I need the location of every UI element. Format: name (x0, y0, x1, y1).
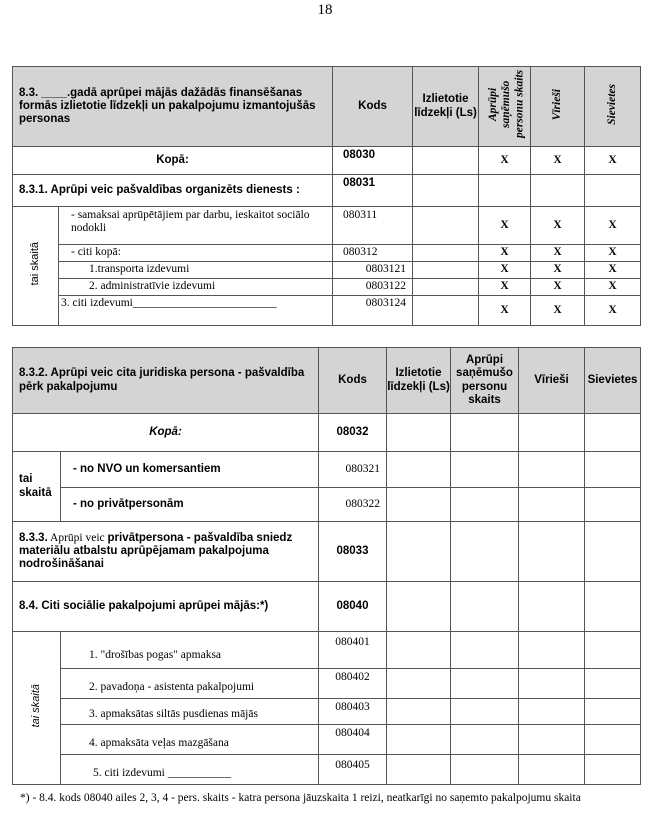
row-label: - no privātpersonām (61, 488, 319, 522)
col-kods-header: Kods (319, 348, 387, 414)
cell-input[interactable] (585, 414, 641, 452)
x-mark: X (531, 245, 585, 262)
row-label: 2. administratīvie izdevumi (59, 279, 333, 296)
row-label: - samaksai aprūpētājiem par darbu, ieskaitot sociālo nodokli (59, 207, 333, 245)
row-code: 080404 (319, 725, 387, 755)
cell-input[interactable] (387, 582, 451, 632)
cell-input[interactable] (585, 699, 641, 725)
cell-input[interactable] (585, 582, 641, 632)
row-label: - no NVO un komersantiem (61, 452, 319, 488)
section-8-3-1-code: 08031 (333, 175, 413, 207)
cell-input[interactable] (585, 522, 641, 582)
group-label: tai skaitā (30, 684, 43, 728)
x-mark: X (531, 296, 585, 326)
cell-input[interactable] (387, 522, 451, 582)
cell-input[interactable] (413, 175, 479, 207)
row-code: 080321 (319, 452, 387, 488)
x-mark: X (585, 262, 641, 279)
cell-input[interactable] (387, 669, 451, 699)
cell-input[interactable] (451, 699, 519, 725)
cell-input[interactable] (451, 414, 519, 452)
cell-input[interactable] (451, 725, 519, 755)
cell-input[interactable] (519, 699, 585, 725)
cell-input[interactable] (531, 175, 585, 207)
row-label: 1. "drošības pogas" apmaksa (61, 632, 319, 669)
x-mark: X (585, 245, 641, 262)
row-code: 080312 (333, 245, 413, 262)
cell-input[interactable] (585, 488, 641, 522)
row-code: 0803121 (333, 262, 413, 279)
cell-input[interactable] (451, 452, 519, 488)
footnote: *) - 8.4. kods 08040 ailes 2, 3, 4 - pers. skaits - katra persona jāuzskaita 1 reizi, neatkarīgi no saņemto pakalpojumu skaita (20, 792, 581, 804)
s833-code: 08033 (319, 522, 387, 582)
col-apr-header: Aprūpi saņēmušo personu skaits (451, 348, 519, 414)
cell-input[interactable] (585, 175, 641, 207)
section-8-4-code: 08040 (319, 582, 387, 632)
x-mark: X (479, 147, 531, 175)
table-8-3-2 (12, 347, 641, 785)
col-sievietes-header: Sievietes (605, 83, 618, 125)
x-mark: X (479, 296, 531, 326)
row-code: 080322 (319, 488, 387, 522)
cell-input[interactable] (387, 632, 451, 669)
row-code: 080402 (319, 669, 387, 699)
row-code: 080401 (319, 632, 387, 669)
kopa-code: 08032 (319, 414, 387, 452)
cell-input[interactable] (387, 452, 451, 488)
table-8-3 (12, 66, 641, 326)
row-label: 5. citi izdevumi ___________ (61, 755, 319, 785)
x-mark: X (585, 279, 641, 296)
col-izlietotie-header: Izlietotie līdzekļi (Ls) (413, 67, 479, 147)
x-mark: X (585, 207, 641, 245)
s833-rest: privātpersona - pašvaldība sniedz materiālu atbalstu aprūpējamam pakalpojuma nodrošināšanai (19, 531, 293, 571)
cell-input[interactable] (413, 245, 479, 262)
x-mark: X (531, 279, 585, 296)
cell-input[interactable] (413, 147, 479, 175)
cell-input[interactable] (585, 755, 641, 785)
cell-input[interactable] (413, 207, 479, 245)
cell-input[interactable] (585, 669, 641, 699)
x-mark: X (531, 207, 585, 245)
cell-input[interactable] (451, 522, 519, 582)
row-label: 2. pavadoņa - asistenta pakalpojumi (61, 669, 319, 699)
cell-input[interactable] (519, 582, 585, 632)
x-mark: X (531, 147, 585, 175)
col-apr-header: Aprūpi saņēmušo personu skaits (486, 70, 525, 139)
cell-input[interactable] (585, 632, 641, 669)
cell-input[interactable] (387, 755, 451, 785)
x-mark: X (585, 147, 641, 175)
cell-input[interactable] (387, 414, 451, 452)
cell-input[interactable] (519, 522, 585, 582)
table1-title: 8.3. ____.gadā aprūpei mājās dažādās finansēšanas formās izlietotie līdzekļi un pakalpojumu izmantojušās personas (13, 67, 333, 147)
x-mark: X (479, 279, 531, 296)
section-8-3-1-label: 8.3.1. Aprūpi veic pašvaldības organizēts dienests : (13, 175, 333, 207)
s833-prefix: 8.3.3. (19, 531, 48, 544)
x-mark: X (585, 296, 641, 326)
kopa-label: Kopā: (13, 147, 333, 175)
row-label: 3. citi izdevumi_________________________ (59, 296, 333, 326)
cell-input[interactable] (451, 755, 519, 785)
row-code: 080403 (319, 699, 387, 725)
row-code: 080405 (319, 755, 387, 785)
row-code: 080311 (333, 207, 413, 245)
cell-input[interactable] (387, 488, 451, 522)
cell-input[interactable] (387, 725, 451, 755)
cell-input[interactable] (413, 262, 479, 279)
row-label: 3. apmaksātas siltās pusdienas mājās (61, 699, 319, 725)
row-code: 0803122 (333, 279, 413, 296)
x-mark: X (531, 262, 585, 279)
cell-input[interactable] (519, 725, 585, 755)
cell-input[interactable] (519, 452, 585, 488)
s833-plain: Aprūpi veic (50, 531, 105, 544)
cell-input[interactable] (585, 452, 641, 488)
cell-input[interactable] (451, 669, 519, 699)
cell-input[interactable] (479, 175, 531, 207)
row-label: 4. apmaksāta veļas mazgāšana (61, 725, 319, 755)
cell-input[interactable] (413, 279, 479, 296)
page-number: 18 (317, 2, 333, 18)
cell-input[interactable] (387, 699, 451, 725)
row-code: 0803124 (333, 296, 413, 326)
col-sievietes-header: Sievietes (585, 348, 641, 414)
cell-input[interactable] (451, 582, 519, 632)
row-label: - citi kopā: (59, 245, 333, 262)
col-viriesi-header: Vīrieši (519, 348, 585, 414)
x-mark: X (479, 245, 531, 262)
cell-input[interactable] (519, 669, 585, 699)
cell-input[interactable] (451, 632, 519, 669)
group-label: tai skaitā (29, 242, 42, 286)
kopa-label: Kopā: (13, 414, 319, 452)
row-label: 1.transporta izdevumi (59, 262, 333, 279)
cell-input[interactable] (519, 755, 585, 785)
cell-input[interactable] (519, 488, 585, 522)
x-mark: X (479, 262, 531, 279)
col-izlietotie-header: Izlietotie līdzekļi (Ls) (387, 348, 451, 414)
cell-input[interactable] (451, 488, 519, 522)
cell-input[interactable] (519, 632, 585, 669)
table2-title: 8.3.2. Aprūpi veic cita juridiska persona - pašvaldība pērk pakalpojumu (13, 348, 319, 414)
group-label: tai skaitā (13, 452, 61, 522)
col-viriesi-header: Vīrieši (550, 88, 563, 121)
x-mark: X (479, 207, 531, 245)
cell-input[interactable] (585, 725, 641, 755)
cell-input[interactable] (413, 296, 479, 326)
kopa-code: 08030 (333, 147, 413, 175)
section-8-3-3 (13, 522, 319, 582)
section-8-4-label: 8.4. Citi sociālie pakalpojumi aprūpei mājās:*) (13, 582, 319, 632)
col-kods-header: Kods (333, 67, 413, 147)
cell-input[interactable] (519, 414, 585, 452)
